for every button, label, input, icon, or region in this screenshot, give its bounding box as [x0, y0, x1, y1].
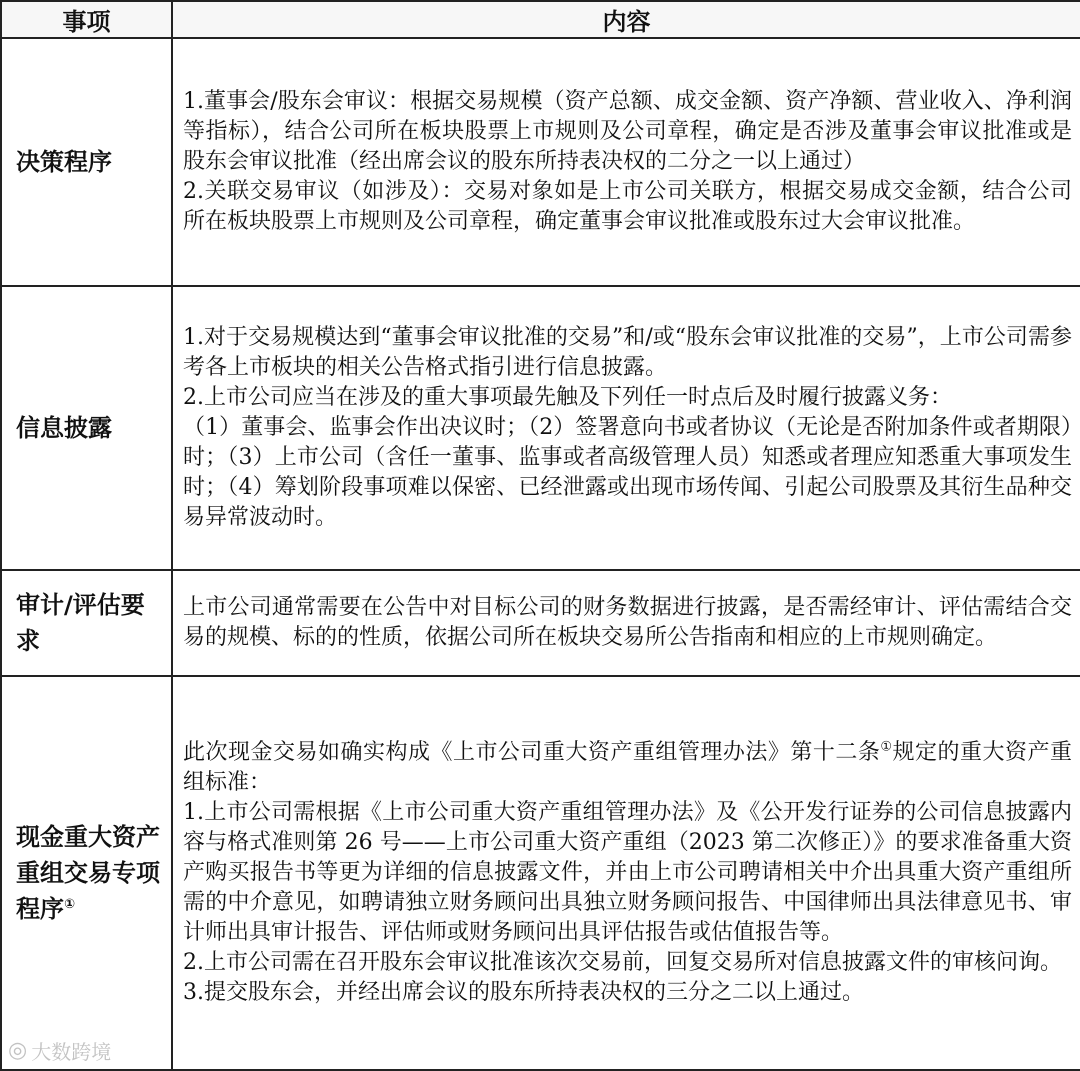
- row-content: [172, 286, 1080, 570]
- header-row: [1, 1, 1080, 38]
- row-item-label: [1, 676, 172, 1070]
- row-content: [172, 676, 1080, 1070]
- intro-text-a: 此次现金交易如确实构成《上市公司重大资产重组管理办法》第十二条: [183, 740, 881, 765]
- intro-text-b: 规定的重大资产重组标准：: [183, 740, 1072, 795]
- content-paragraph: 2.上市公司应当在涉及的重大事项最先触及下列任一时点后及时履行披露义务：: [183, 385, 952, 410]
- table-row: [1, 286, 1080, 570]
- content-intro: [183, 738, 1072, 798]
- content-paragraph: 1.对于交易规模达到“董事会审议批准的交易”和/或“股东会审议批准的交易”，上市公司需参考各上市板块的相关公告格式指引进行信息披露。: [183, 325, 1072, 380]
- content-paragraph: 1.上市公司需根据《上市公司重大资产重组管理办法》及《公开发行证券的公司信息披露内容与格式准则第 26 号——上市公司重大资产重组（2023 第二次修正）》的要求准备重大资产购买报告书等更为详细的信息披露文件，并由上市公司聘请相关中介出具重大资产重组所需的中介意见，如聘请独立财务顾问出具独立财务顾问报告、中国律师出具法律意见书、审计师出具审计报告、评估师或财务顾问出具评估报告或估值报告等。: [183, 800, 1072, 945]
- header-content: 内容: [172, 1, 1080, 38]
- watermark: [8, 1036, 111, 1065]
- row-item-label: 审计/评估要求: [1, 570, 172, 676]
- row-content: [172, 38, 1080, 286]
- header-item: 事项: [1, 1, 172, 38]
- weibo-icon: ◎: [8, 1038, 28, 1063]
- footnote-mark: ①: [64, 897, 76, 912]
- content-paragraph: 1.董事会/股东会审议：根据交易规模（资产总额、成交金额、资产净额、营业收入、净利润等指标），结合公司所在板块股票上市规则及公司章程，确定是否涉及董事会审议批准或是股东会审议批准（经出席会议的股东所持表决权的二分之一以上通过）: [183, 89, 1072, 174]
- content-paragraph: 2.关联交易审议（如涉及）：交易对象如是上市公司关联方，根据交易成交金额，结合公司所在板块股票上市规则及公司章程，确定董事会审议批准或股东过大会审议批准。: [183, 179, 1072, 234]
- row-content: [172, 570, 1080, 676]
- content-paragraph: （1）董事会、监事会作出决议时；（2）签署意向书或者协议（无论是否附加条件或者期限）时；（3）上市公司（含任一董事、监事或者高级管理人员）知悉或者理应知悉重大事项发生时；（4）筹划阶段事项难以保密、已经泄露或出现市场传闻、引起公司股票及其衍生品种交易异常波动时。: [183, 415, 1072, 530]
- table-row: [1, 570, 1080, 676]
- content-paragraph: 2.上市公司需在召开股东会审议批准该次交易前，回复交易所对信息披露文件的审核问询。: [183, 950, 1062, 975]
- footnote-mark: ①: [880, 739, 893, 755]
- table-row: [1, 38, 1080, 286]
- row-item-text: 现金重大资产重组交易专项程序: [16, 823, 160, 923]
- watermark-text: 大数跨境: [31, 1040, 112, 1064]
- table-row: [1, 676, 1080, 1070]
- row-item-label: 信息披露: [1, 286, 172, 570]
- row-item-label: 决策程序: [1, 38, 172, 286]
- content-paragraph: 上市公司通常需要在公告中对目标公司的财务数据进行披露，是否需经审计、评估需结合交易的规模、标的的性质，依据公司所在板块交易所公告指南和相应的上市规则确定。: [183, 595, 1072, 650]
- content-paragraph: 3.提交股东会，并经出席会议的股东所持表决权的三分之二以上通过。: [183, 980, 864, 1005]
